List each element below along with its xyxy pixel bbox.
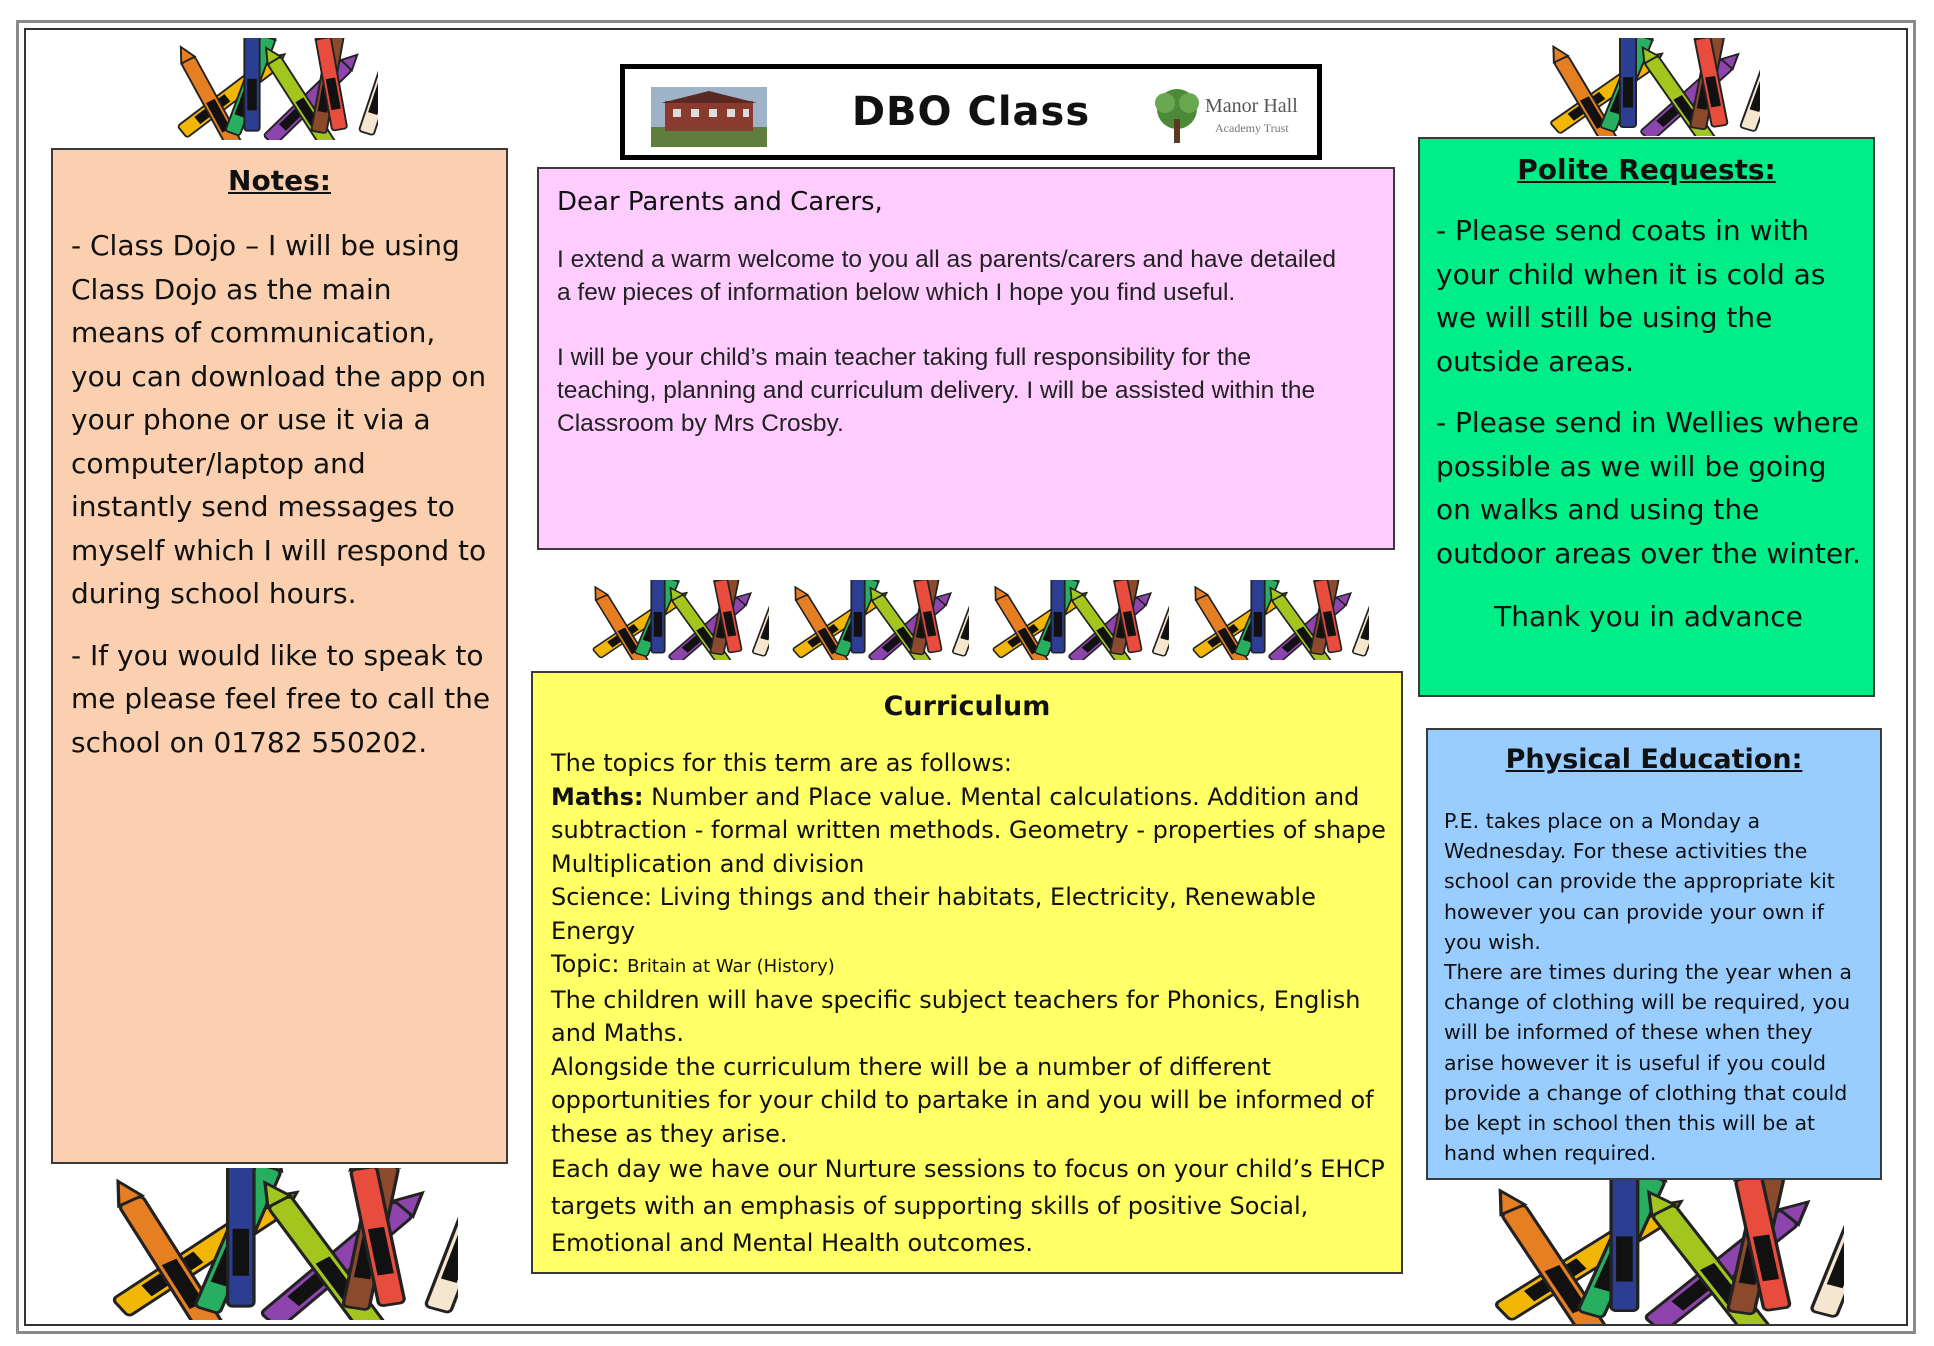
crayons-cluster-icon <box>1184 580 1369 660</box>
notes-panel <box>51 148 508 1164</box>
polite-coats-text: - Please send coats in with your child when it is cold as we will still be using the outside areas. <box>1436 214 1826 378</box>
polite-thanks-text: Thank you in advance <box>1494 600 1803 633</box>
curriculum-opportunities: Alongside the curriculum there will be a number of different opportunities for your child to partake in and you will be informed of these as they arise. <box>551 1052 1374 1148</box>
crayons-cluster-icon <box>96 1168 458 1320</box>
maths-label: Maths: <box>551 782 644 811</box>
crayons-cluster-icon <box>584 580 769 660</box>
crayons-cluster-icon <box>168 38 378 140</box>
notes-dojo-text: - Class Dojo – I will be using Class Dojo as the main means of communication, you can download the app on your phone or use it via a computer/laptop and instantly send messages to myself which I will respond to during school hours. <box>71 229 487 610</box>
topic-text: Britain at War (History) <box>627 956 835 977</box>
welcome-greeting: Dear Parents and Carers, <box>557 187 883 217</box>
notes-contact-text: - If you would like to speak to me please feel free to call the school on 01782 550202. <box>71 638 491 759</box>
pe-heading: Physical Education: <box>1505 744 1803 775</box>
curriculum-panel <box>531 671 1403 1274</box>
tree-logo-icon <box>1149 83 1209 149</box>
curriculum-heading: Curriculum <box>883 691 1051 722</box>
curriculum-intro: The topics for this term are as follows: <box>551 749 1012 777</box>
polite-wellies-text: - Please send in Wellies where possible as we will be going on walks and using the outdoor areas over the winter. <box>1436 406 1861 570</box>
logo-name: Manor Hall <box>1205 95 1298 117</box>
crayons-cluster-icon <box>984 580 1169 660</box>
page-title: DBO Class <box>851 89 1091 135</box>
curriculum-nurture: Each day we have our Nurture sessions to focus on your child’s EHCP targets with an emphasis of supporting skills of positive Social, Emotional and Mental Health outcomes. <box>551 1155 1385 1257</box>
crayons-cluster-icon <box>784 580 969 660</box>
maths-text: Number and Place value. Mental calculations. Addition and subtraction - formal written methods. Geometry - properties of shape Multiplication and division <box>551 782 1386 878</box>
logo-subtitle: Academy Trust <box>1215 121 1289 135</box>
crayons-cluster-icon <box>1478 1178 1844 1324</box>
polite-heading: Polite Requests: <box>1517 153 1776 186</box>
academy-logo <box>1149 83 1309 149</box>
curriculum-maths <box>551 781 1387 882</box>
curriculum-topic <box>551 948 1387 984</box>
pe-clothing-text: There are times during the year when a change of clothing will be required, you will be informed of these when they arise however it is useful if you could provide a change of clothing that could be kept in school then this will be at hand when required. <box>1444 960 1852 1166</box>
curriculum-science: Science: Living things and their habitats, Electricity, Renewable Energy <box>551 883 1316 945</box>
pe-schedule-text: P.E. takes place on a Monday a Wednesday. For these activities the school can provide the appropriate kit however you can provide your own if you wish. <box>1444 809 1835 954</box>
physical-education-panel <box>1426 728 1882 1180</box>
crayons-cluster-icon <box>1540 38 1760 136</box>
curriculum-teachers: The children will have specific subject teachers for Phonics, English and Maths. <box>551 985 1361 1047</box>
welcome-panel <box>537 167 1395 550</box>
welcome-teacher-text: I will be your child’s main teacher taking full responsibility for the teaching, planning and curriculum delivery. I will be assisted within the Classroom by Mrs Crosby. <box>557 344 1316 437</box>
polite-requests-panel <box>1418 137 1875 697</box>
topic-label: Topic: <box>551 950 628 978</box>
title-banner <box>620 64 1322 160</box>
notes-heading: Notes: <box>228 164 331 197</box>
welcome-intro-text: I extend a warm welcome to you all as parents/carers and have detailed a few pieces of information below which I hope you find useful. <box>557 246 1336 306</box>
